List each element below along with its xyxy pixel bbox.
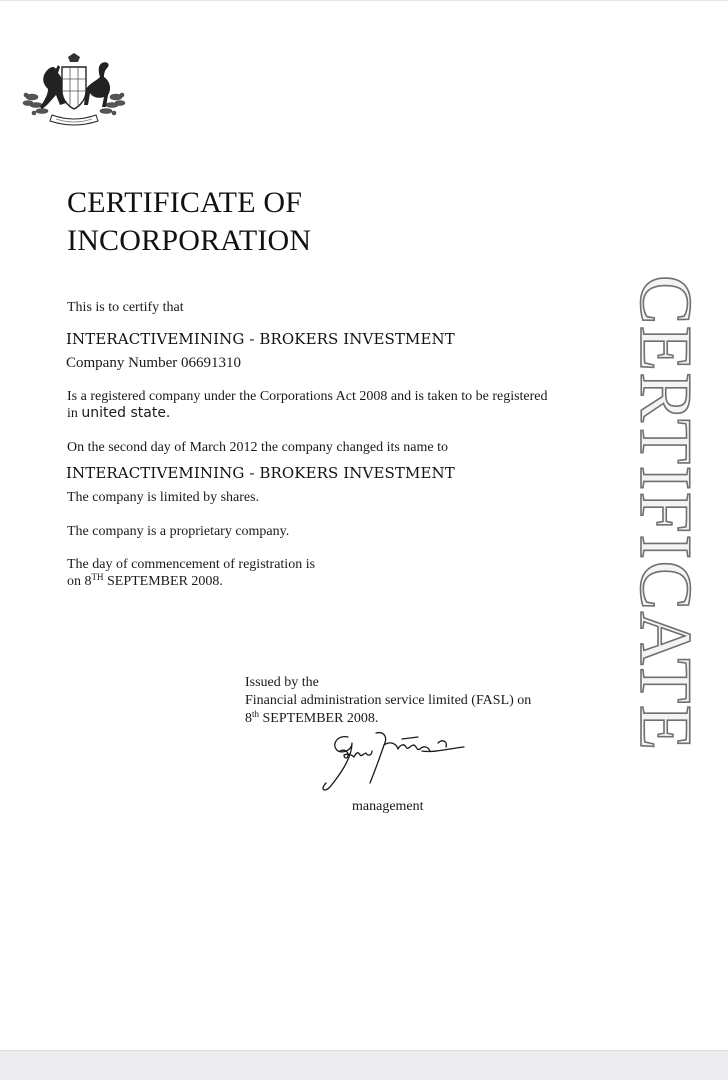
coat-of-arms-emblem <box>22 53 126 129</box>
issued-date-ordinal: th <box>252 709 260 719</box>
issued-date-suffix: SEPTEMBER 2008. <box>259 711 379 726</box>
issued-date-prefix: 8 <box>245 711 252 726</box>
issued-line-1: Issued by the <box>245 675 319 690</box>
name-change-statement: On the second day of March 2012 the company changed its name to <box>67 440 449 455</box>
commencement-line-1: The day of commencement of registration is <box>67 557 316 572</box>
commencement-suffix: SEPTEMBER 2008. <box>103 574 223 589</box>
title-line-1: CERTIFICATE OF <box>67 186 303 219</box>
registration-statement <box>67 388 548 422</box>
registration-line-2-prefix: in <box>67 406 82 421</box>
commencement-ordinal: TH <box>91 572 104 582</box>
handwritten-signature <box>318 729 478 797</box>
registered-place: united state. <box>81 405 171 421</box>
issued-line-2: Financial administration service limited (FASL) on <box>245 693 532 708</box>
watermark-text: CERTIFICATE <box>624 275 706 752</box>
issued-line-3 <box>245 710 531 728</box>
signatory-role: management <box>352 799 424 814</box>
limited-by-shares: The company is limited by shares. <box>67 490 260 505</box>
viewer-bottom-bar <box>0 1050 728 1080</box>
registration-line-1: Is a registered company under the Corporations Act 2008 and is taken to be registered <box>67 389 548 404</box>
title-line-2: INCORPORATION <box>67 224 312 257</box>
page-title <box>67 184 311 260</box>
commencement-prefix: on 8 <box>67 574 92 589</box>
new-company-name: INTERACTIVEMINING - BROKERS INVESTMENT <box>66 464 455 482</box>
company-name: INTERACTIVEMINING - BROKERS INVESTMENT <box>66 330 455 348</box>
issuance-block <box>245 674 531 728</box>
proprietary-statement: The company is a proprietary company. <box>67 524 290 539</box>
company-number: Company Number 06691310 <box>66 355 241 371</box>
certify-intro: This is to certify that <box>67 300 184 315</box>
certificate-watermark <box>624 271 706 831</box>
commencement-statement <box>67 556 315 590</box>
